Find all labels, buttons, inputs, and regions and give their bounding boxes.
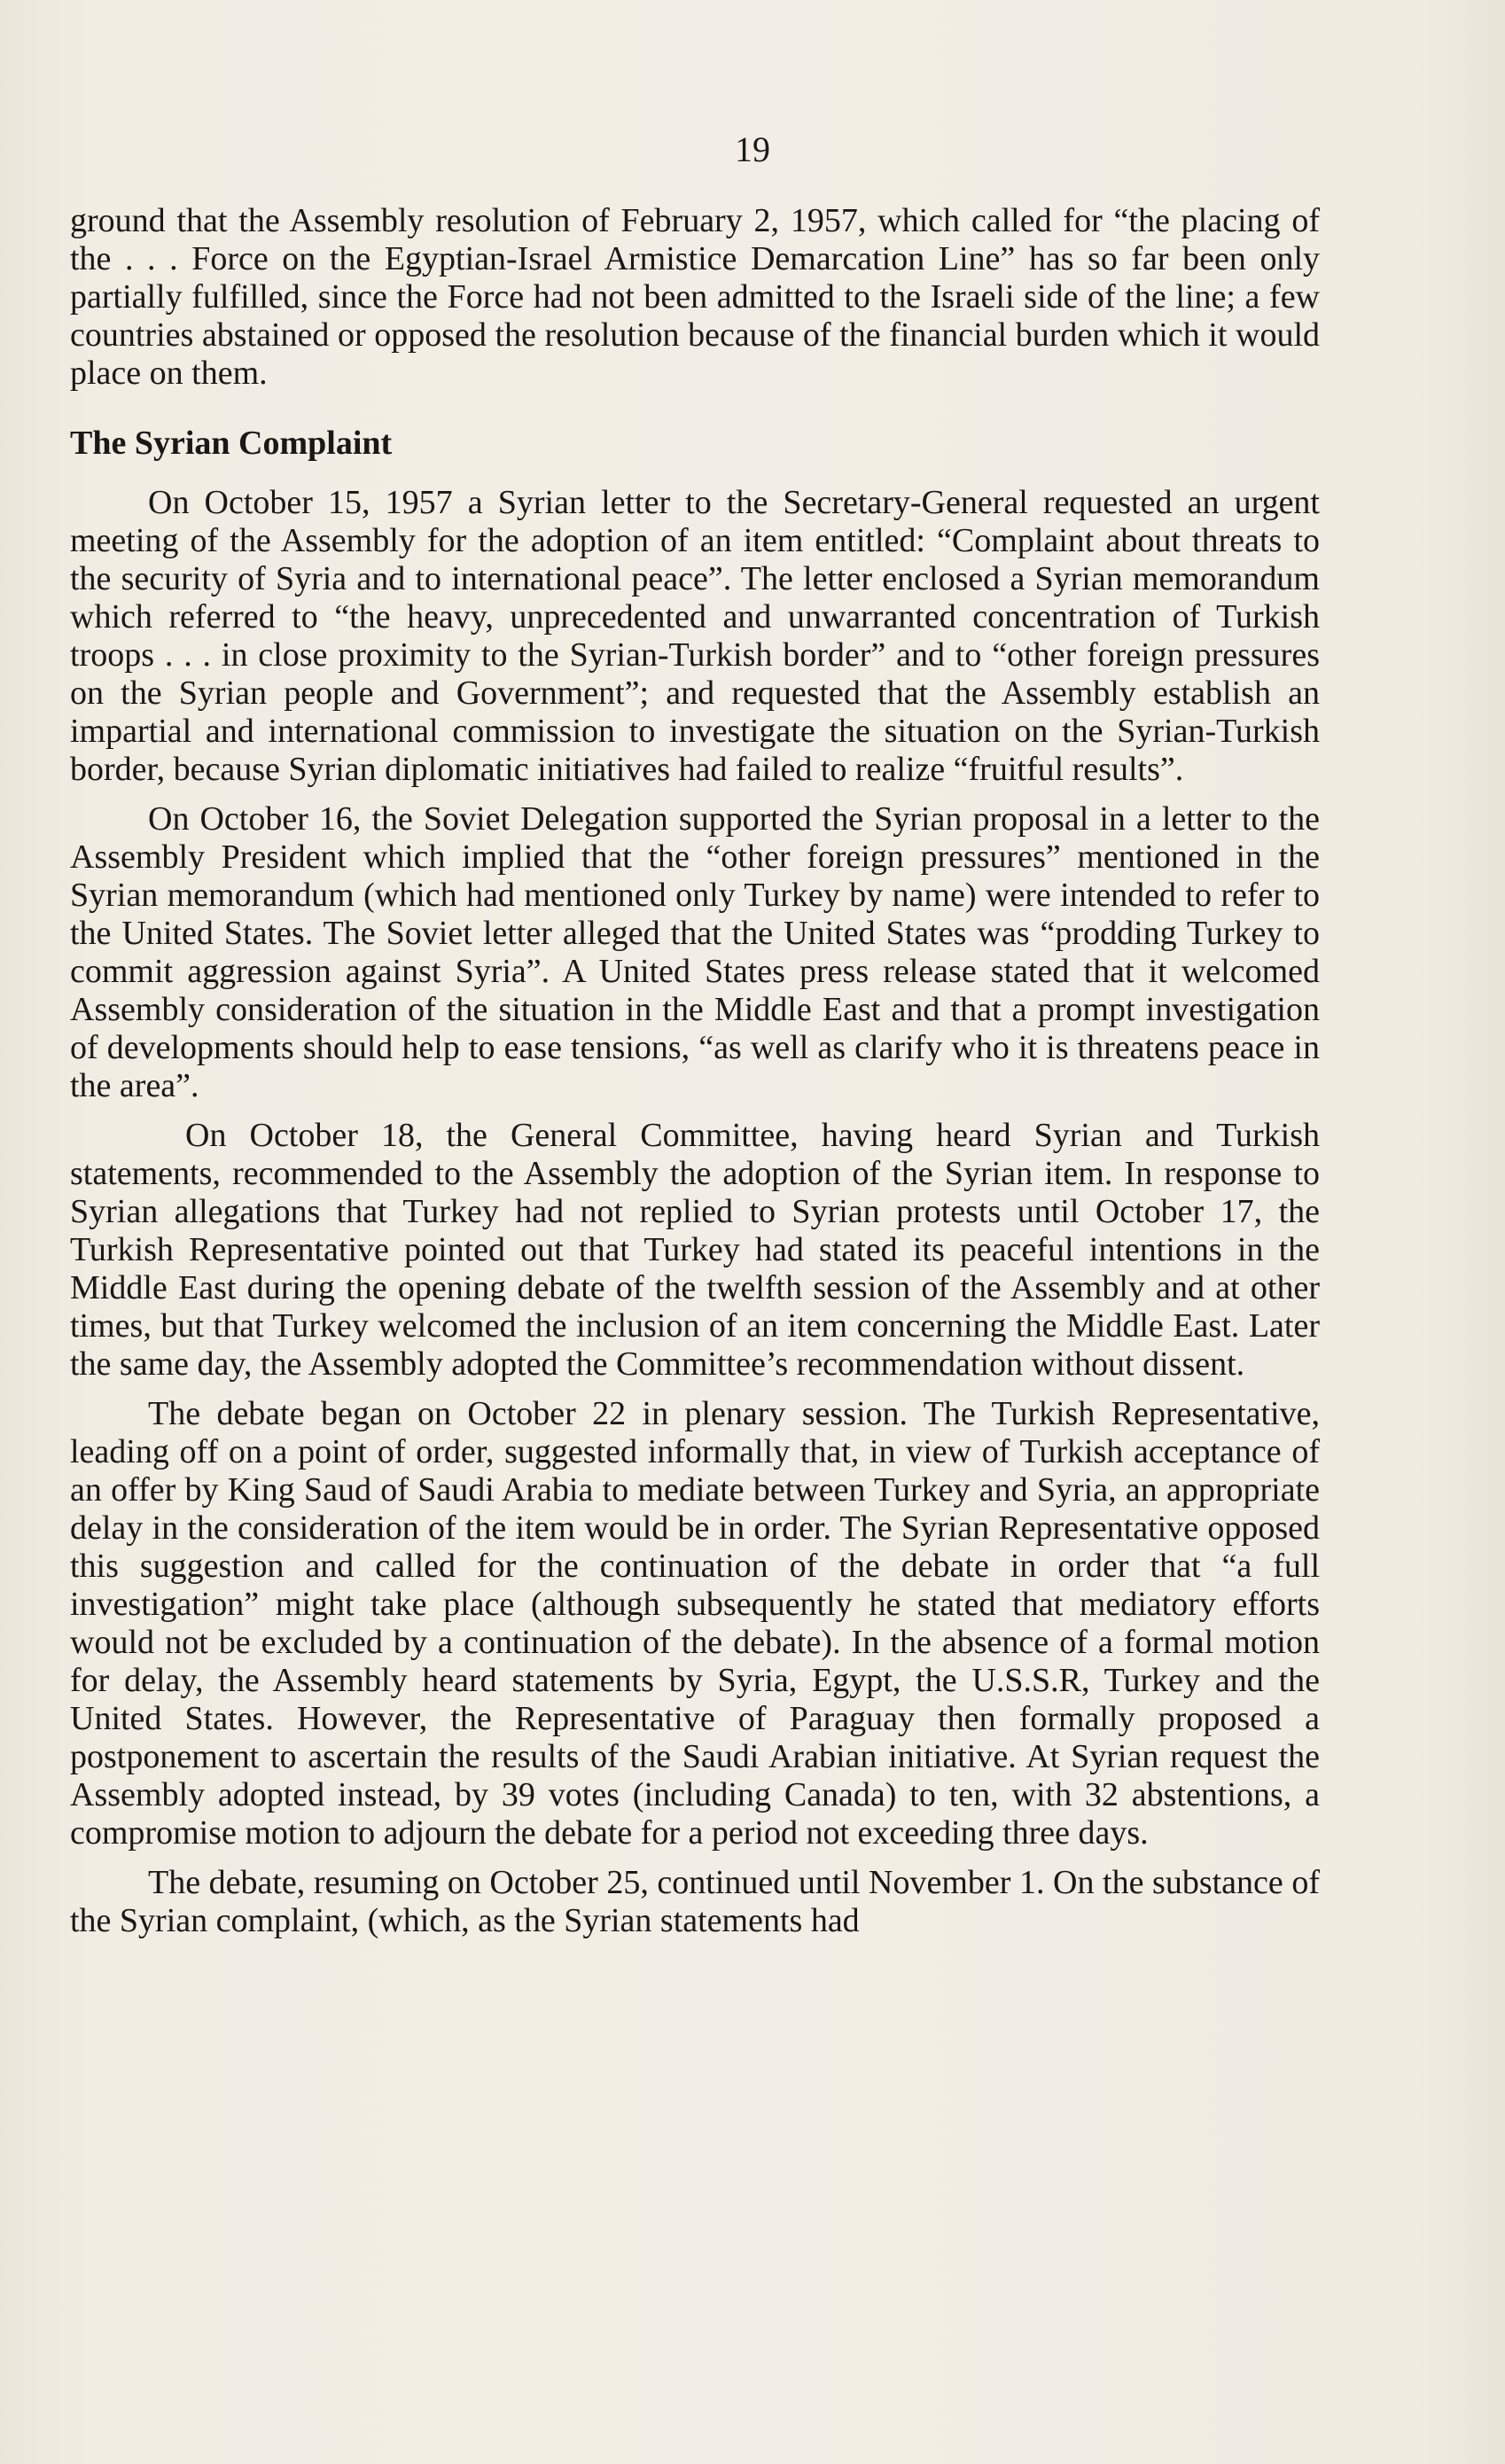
paragraph-syrian-letter: On October 15, 1957 a Syrian letter to the Secretary-General requested an urgent meeting of the Assembly for the adoption of an item entitled: “Complaint about threats to the security of Syria and to international peace”. The letter enclosed a Syrian memorandum which referred to “the heavy, unprecedented and unwarranted concentration of Turkish troops . . . in close proximity to the Syrian-Turkish border” and to “other foreign pressures on the Syrian people and Government”; and requested that the Assembly establish an impartial and international commission to investigate the situation on the Syrian-Turkish border, because Syrian diplomatic initiatives had failed to realize “fruitful results”. <box>70 484 1320 788</box>
paragraph-soviet-delegation: On October 16, the Soviet Delegation supported the Syrian proposal in a letter to the Assembly President which implied that the “other foreign pressures” mentioned in the Syrian memorandum (which had mentioned only Turkey by name) were intended to refer to the United States. The Soviet letter alleged that the United States was “prodding Turkey to commit aggression against Syria”. A United States press release stated that it welcomed Assembly consideration of the situation in the Middle East and that a prompt investigation of developments should help to ease tensions, “as well as clarify who it is threatens peace in the area”. <box>70 800 1320 1104</box>
section-heading: The Syrian Complaint <box>70 425 393 462</box>
page-body <box>70 202 1320 1940</box>
paragraph-general-committee: On October 18, the General Committee, having heard Syrian and Turkish statements, recommended to the Assembly the adoption of the Syrian item. In response to Syrian allegations that Turkey had not replied to Syrian protests until October 17, the Turkish Representative pointed out that Turkey had stated its peaceful intentions in the Middle East during the opening debate of the twelfth session of the Assembly and at other times, but that Turkey welcomed the inclusion of an item concerning the Middle East. Later the same day, the Assembly adopted the Committee’s recommendation without dissent. <box>70 1117 1320 1383</box>
intro-paragraph: ground that the Assembly resolution of February 2, 1957, which called for “the placing of the . . . Force on the Egyptian-Israel Armistice Demarcation Line” has so far been only partially fulfilled, since the Force had not been admitted to the Israeli side of the line; a few countries abstained or opposed the resolution because of the financial burden which it would place on them. <box>70 202 1320 392</box>
paragraph-debate-began: The debate began on October 22 in plenary session. The Turkish Representative, leading off on a point of order, suggested informally that, in view of Turkish acceptance of an offer by King Saud of Saudi Arabia to mediate between Turkey and Syria, an appropriate delay in the consideration of the item would be in order. The Syrian Representative opposed this suggestion and called for the continuation of the debate in order that “a full investigation” might take place (although subsequently he stated that mediatory efforts would not be excluded by a continuation of the debate). In the absence of a formal motion for delay, the Assembly heard statements by Syria, Egypt, the U.S.S.R, Turkey and the United States. However, the Representative of Paraguay then formally proposed a postponement to ascertain the results of the Saudi Arabian initiative. At Syrian request the Assembly adopted instead, by 39 votes (including Canada) to ten, with 32 abstentions, a compromise motion to adjourn the debate for a period not exceeding three days. <box>70 1395 1320 1852</box>
paragraph-debate-resuming: The debate, resuming on October 25, continued until November 1. On the substance of the Syrian complaint, (which, as the Syrian statements had <box>70 1864 1320 1939</box>
page-number: 19 <box>735 129 770 169</box>
